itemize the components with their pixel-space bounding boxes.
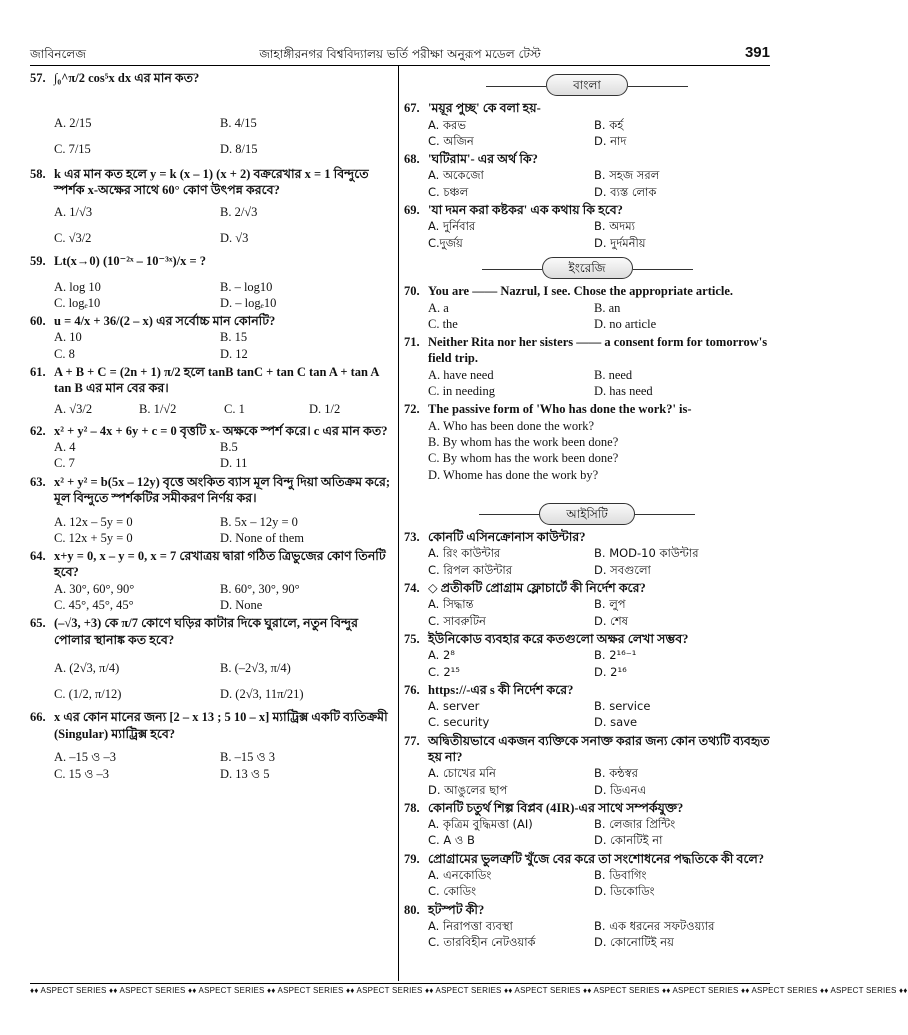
option-d: D. Whome has done the work by? — [428, 467, 599, 482]
question-73 — [404, 529, 770, 578]
question-number: 67. — [404, 101, 420, 116]
option-c: D. আঙুলের ছাপ — [428, 782, 508, 797]
question-63 — [30, 474, 392, 547]
option-c: C. security — [428, 715, 490, 730]
option-a: A. server — [428, 699, 480, 714]
question-number: 72. — [404, 402, 420, 417]
option-b: B. 5x – 12y = 0 — [220, 514, 298, 529]
question-text: (–√3, +3) কে π/7 কোণে ঘড়ির কাটার দিকে ঘুরালে, নতুন বিন্দুর পোলার স্থানাঙ্ক কত হবে? — [54, 616, 358, 647]
question-stem — [404, 682, 770, 698]
option-b: B. ডিবাগিং — [594, 868, 647, 883]
option-d: D. দুর্দমনীয় — [594, 235, 646, 250]
question-text: k এর মান কত হলে y = k (x – 1) (x + 2) বক্ররেখার x = 1 বিন্দুতে স্পর্শক x-অক্ষের সাথে 60° কোণ উৎপন্ন করবে? — [54, 167, 369, 198]
question-number: 71. — [404, 335, 420, 350]
option-d: D. সবগুলো — [594, 562, 651, 577]
question-text: x এর কোন মানের জন্য [2 – x 13 ; 5 10 – x] ম্যাট্রিক্স একটি ব্যতিক্রমী (Singular) ম্যাট্রিক্স হবে? — [54, 710, 388, 741]
option-b: B. এক ধরনের সফটওয়্যার — [594, 918, 715, 933]
question-number: 73. — [404, 530, 420, 545]
option-c: C. 1 — [224, 401, 245, 416]
question-text: A + B + C = (2n + 1) π/2 হলে tanB tanC + tan C tan A + tan A tan B এর মান বের কর। — [54, 365, 379, 396]
option-b: B. অদম্য — [594, 219, 635, 234]
question-stem — [30, 615, 392, 655]
option-d: D. 8/15 — [220, 142, 258, 156]
question-78 — [404, 800, 770, 849]
option-a: A. অকেজো — [428, 168, 484, 183]
question-text: x² + y² = b(5x – 12y) বৃত্তে অংকিত ব্যাস মূল বিন্দু দিয়া অতিক্রম করে; মূল বিন্দুতে স্পর্শকটির সমীকরণ নির্ণয় কর। — [54, 474, 390, 505]
option-b: B. কন্ঠস্বর — [594, 766, 639, 781]
option-d: D. শেষ — [594, 613, 628, 628]
question-stem — [30, 474, 392, 514]
option-a: A. 4 — [54, 439, 76, 454]
option-a: A. 2/15 — [54, 116, 92, 130]
question-number: 77. — [404, 733, 420, 748]
question-76 — [404, 682, 770, 731]
option-b: B. লুপ — [594, 597, 626, 612]
option-a: A. log 10 — [54, 279, 101, 294]
banner-label: বাংলা — [546, 74, 628, 96]
section-banner-bangla — [404, 74, 770, 96]
question-text: Neither Rita nor her sisters —— a consent form for tomorrow's field trip. — [428, 335, 768, 366]
question-stem — [404, 733, 770, 766]
option-c: C.দুর্জয় — [428, 235, 463, 250]
option-c: C. তারবিহীন নেটওয়ার্ক — [428, 935, 536, 950]
option-c: C. logₑ10 — [54, 295, 101, 310]
question-70 — [404, 283, 770, 332]
option-c: C. 7 — [54, 456, 75, 471]
option-a: A. have need — [428, 367, 494, 382]
question-stem — [30, 70, 392, 110]
question-number: 60. — [30, 314, 46, 329]
question-69 — [404, 202, 770, 251]
question-stem — [404, 631, 770, 647]
option-d: D. ব্যস্ত লোক — [594, 184, 657, 199]
option-c: C. 7/15 — [54, 142, 91, 156]
option-d: D. (2√3, 11π/21) — [220, 687, 304, 702]
option-a: A. সিদ্ধান্ত — [428, 597, 474, 612]
option-a: A. করভ — [428, 117, 466, 132]
option-b: B. By whom has the work been done? — [428, 434, 619, 449]
question-65 — [30, 615, 392, 707]
page-header — [30, 44, 770, 64]
question-64 — [30, 548, 392, 613]
option-c: C. চঞ্চল — [428, 184, 469, 199]
question-number: 75. — [404, 631, 420, 646]
option-a: A. 12x – 5y = 0 — [54, 514, 133, 529]
question-58 — [30, 166, 392, 251]
question-text: কোনটি এসিনক্রোনাস কাউন্টার? — [428, 530, 586, 545]
question-stem — [30, 313, 392, 329]
option-b: B. কর্হ — [594, 117, 624, 132]
question-text: প্রোগ্রামের ভুলত্রুটি খুঁজে বের করে তা সংশোধনের পদ্ধতিকে কী বলে? — [428, 851, 765, 866]
question-number: 65. — [30, 616, 46, 631]
question-75 — [404, 631, 770, 680]
option-c: C. 45°, 45°, 45° — [54, 598, 134, 613]
section-banner-ict — [404, 503, 770, 525]
question-stem — [404, 283, 770, 299]
question-stem — [404, 100, 770, 116]
question-stem — [404, 800, 770, 816]
question-text: x+y = 0, x – y = 0, x = 7 রেখাত্রয় দ্বারা গঠিত ত্রিভুজের কোণ তিনটি হবে? — [54, 549, 386, 580]
footer-rule — [30, 983, 770, 984]
question-stem — [30, 423, 392, 439]
option-b: B. 15 — [220, 330, 248, 345]
option-d: D. √3 — [220, 230, 249, 245]
option-d: D. 13 ও 5 — [220, 766, 270, 781]
question-61 — [30, 364, 392, 421]
question-number: 64. — [30, 549, 46, 564]
question-57 — [30, 70, 392, 162]
option-b: B. MOD-10 কাউন্টার — [594, 546, 699, 561]
header-left: জাবিনলেজ — [30, 47, 86, 61]
option-c: C. 15 ও –3 — [54, 766, 110, 781]
option-c: C. √3/2 — [54, 230, 92, 245]
option-b: B. need — [594, 367, 633, 382]
question-66 — [30, 709, 392, 782]
option-d: D. কোনটিই না — [594, 833, 663, 848]
option-d: D. has need — [594, 384, 653, 399]
option-a: A. নিরাপত্তা ব্যবস্থা — [428, 918, 513, 933]
question-stem — [30, 709, 392, 749]
option-d: D. – logₑ10 — [220, 295, 277, 310]
option-a: A. 2⁸ — [428, 648, 455, 663]
option-c: C. সাবরুটিন — [428, 613, 486, 628]
option-d: D. নাদ — [594, 133, 627, 148]
option-d: D. কোনোটিই নয় — [594, 935, 674, 950]
question-stem — [404, 851, 770, 867]
question-stem — [30, 253, 392, 279]
option-a: A. এনকোডিং — [428, 868, 492, 883]
spacer — [404, 483, 770, 497]
question-stem — [404, 580, 770, 596]
header-title: জাহাঙ্গীরনগর বিশ্ববিদ্যালয় ভর্তি পরীক্ষা অনুরূপ মডেল টেস্ট — [259, 47, 541, 61]
header-rule — [30, 65, 770, 66]
option-b: B. সহজ সরল — [594, 168, 660, 183]
option-d: D. None — [220, 598, 263, 613]
option-a: A. চোখের মনি — [428, 766, 496, 781]
question-text: x² + y² – 4x + 6y + c = 0 বৃত্তটি x- অক্ষকে স্পর্শ করে। c এর মান কত? — [54, 423, 388, 438]
option-b: B. 2/√3 — [220, 204, 258, 219]
question-text: অদ্বিতীয়ভাবে একজন ব্যক্তিকে সনাক্ত করার জন্য কোন তথ্যটি ব্যবহৃত হয় না? — [428, 733, 770, 764]
question-number: 68. — [404, 152, 420, 167]
option-b: B. – log10 — [220, 279, 273, 294]
question-number: 70. — [404, 284, 420, 299]
question-number: 57. — [30, 71, 46, 85]
question-79 — [404, 851, 770, 900]
question-60 — [30, 313, 392, 362]
option-c: C. By whom has the work been done? — [428, 451, 619, 466]
question-62 — [30, 423, 392, 472]
option-d: D. no article — [594, 316, 657, 331]
option-a: A. দুর্নিবার — [428, 219, 476, 234]
section-banner-english — [404, 257, 770, 279]
question-77 — [404, 733, 770, 798]
question-text: The passive form of 'Who has done the work?' is- — [428, 402, 692, 417]
question-number: 59. — [30, 253, 46, 268]
question-68 — [404, 151, 770, 200]
question-text: হটস্পট কী? — [428, 902, 485, 917]
option-d: D. ডিএনএ — [594, 782, 647, 797]
option-b: B. service — [594, 699, 651, 714]
option-b: B. 4/15 — [220, 116, 257, 130]
option-b: B. an — [594, 300, 621, 315]
option-c: C. 12x + 5y = 0 — [54, 530, 133, 545]
question-number: 61. — [30, 365, 46, 380]
option-c: C. রিপল কাউন্টার — [428, 562, 513, 577]
question-text: কোনটি চতুর্থ শিল্প বিপ্লব (4IR)-এর সাথে সম্পর্কযুক্ত? — [428, 800, 684, 815]
question-number: 66. — [30, 710, 46, 725]
option-d: D. 12 — [220, 346, 248, 361]
banner-label: আইসিটি — [539, 503, 635, 525]
option-d: D. 1/2 — [309, 401, 341, 416]
option-c: C. the — [428, 316, 458, 331]
option-b: B.5 — [220, 439, 238, 454]
option-c: C. 2¹⁵ — [428, 664, 460, 679]
question-74 — [404, 580, 770, 629]
option-b: B. লেজার প্রিন্টিং — [594, 817, 676, 832]
question-number: 62. — [30, 423, 46, 438]
question-number: 80. — [404, 902, 420, 917]
option-a: A. 1/√3 — [54, 204, 93, 219]
question-text: u = 4/x + 36/(2 – x) এর সর্বোচ্চ মান কোনটি? — [54, 314, 276, 329]
option-c: C. কোডিং — [428, 884, 477, 899]
footer-series: ♦♦ ASPECT SERIES ♦♦ ASPECT SERIES ♦♦ ASPECT SERIES ♦♦ ASPECT SERIES ♦♦ ASPECT SERIES ♦♦ ASPECT SERIES ♦♦ ASPECT SERIES ♦♦ ASPECT SERIES ♦♦ ASPECT SERIES ♦♦ ASPECT SERIES ♦♦ ASPECT SERIES ♦♦ — [30, 986, 908, 995]
question-stem — [404, 202, 770, 218]
left-column — [30, 68, 392, 782]
option-a: A. –15 ও –3 — [54, 750, 116, 765]
option-a: A. √3/2 — [54, 401, 93, 416]
option-c: C. (1/2, π/12) — [54, 687, 122, 702]
question-text: ∫₀^π/2 cos⁵x dx এর মান কত? — [54, 71, 200, 85]
question-number: 79. — [404, 851, 420, 866]
option-a: A. 30°, 60°, 90° — [54, 581, 135, 596]
option-d: D. ডিকোডিং — [594, 884, 655, 899]
question-80 — [404, 902, 770, 951]
question-stem — [404, 334, 770, 367]
option-c: C. in needing — [428, 384, 496, 399]
option-a: A. Who has been done the work? — [428, 418, 595, 433]
question-number: 69. — [404, 203, 420, 218]
question-stem — [30, 166, 392, 199]
option-a: A. কৃত্রিম বুদ্ধিমত্তা (AI) — [428, 817, 533, 832]
right-column — [404, 68, 770, 951]
question-text: ◇ প্রতীকটি প্রোগ্রাম ফ্লোচার্টে কী নির্দেশ করে? — [428, 581, 646, 596]
option-d: D. save — [594, 715, 638, 730]
question-stem — [30, 364, 392, 397]
option-c: C. 8 — [54, 346, 75, 361]
option-d: D. 2¹⁶ — [594, 664, 627, 679]
option-a: A. (2√3, π/4) — [54, 661, 120, 676]
option-c: C. A ও B — [428, 833, 475, 848]
question-text: https://-এর s কী নির্দেশ করে? — [428, 682, 574, 697]
question-number: 74. — [404, 581, 420, 596]
banner-label: ইংরেজি — [542, 257, 633, 279]
option-a: A. রিং কাউন্টার — [428, 546, 501, 561]
question-71 — [404, 334, 770, 399]
question-text: You are —— Nazrul, I see. Chose the appropriate article. — [428, 284, 734, 299]
question-number: 76. — [404, 682, 420, 697]
option-b: B. 1/√2 — [139, 401, 177, 416]
question-text: 'যা দমন করা কষ্টকর' এক কথায় কি হবে? — [428, 203, 623, 218]
option-a: A. 10 — [54, 330, 82, 345]
option-b: B. 2¹⁶⁻¹ — [594, 648, 637, 663]
page-number: 391 — [744, 44, 770, 61]
option-b: B. 60°, 30°, 90° — [220, 581, 300, 596]
question-number: 58. — [30, 167, 46, 181]
question-stem — [404, 151, 770, 167]
option-d: D. 11 — [220, 456, 248, 471]
column-divider — [398, 66, 399, 981]
question-number: 78. — [404, 800, 420, 815]
question-stem — [404, 529, 770, 545]
question-number: 63. — [30, 474, 46, 489]
option-b: B. (–2√3, π/4) — [220, 661, 291, 676]
option-c: C. অজিন — [428, 133, 474, 148]
question-stem — [404, 401, 770, 417]
question-text: 'ময়ূর পুচ্ছ' কে বলা হয়- — [428, 101, 541, 116]
question-text: 'ঘটিরাম'- এর অর্থ কি? — [428, 152, 538, 167]
question-text: Lt(x→0) (10⁻²ˣ – 10⁻³ˣ)/x = ? — [54, 253, 206, 268]
option-a: A. a — [428, 300, 449, 315]
question-67 — [404, 100, 770, 149]
question-72 — [404, 401, 770, 482]
option-b: B. –15 ও 3 — [220, 750, 276, 765]
option-d: D. None of them — [220, 530, 305, 545]
question-stem — [404, 902, 770, 918]
question-text: ইউনিকোড ব্যবহার করে কতগুলো অক্ষর লেখা সম্ভব? — [428, 631, 689, 646]
question-stem — [30, 548, 392, 581]
question-59 — [30, 253, 392, 312]
